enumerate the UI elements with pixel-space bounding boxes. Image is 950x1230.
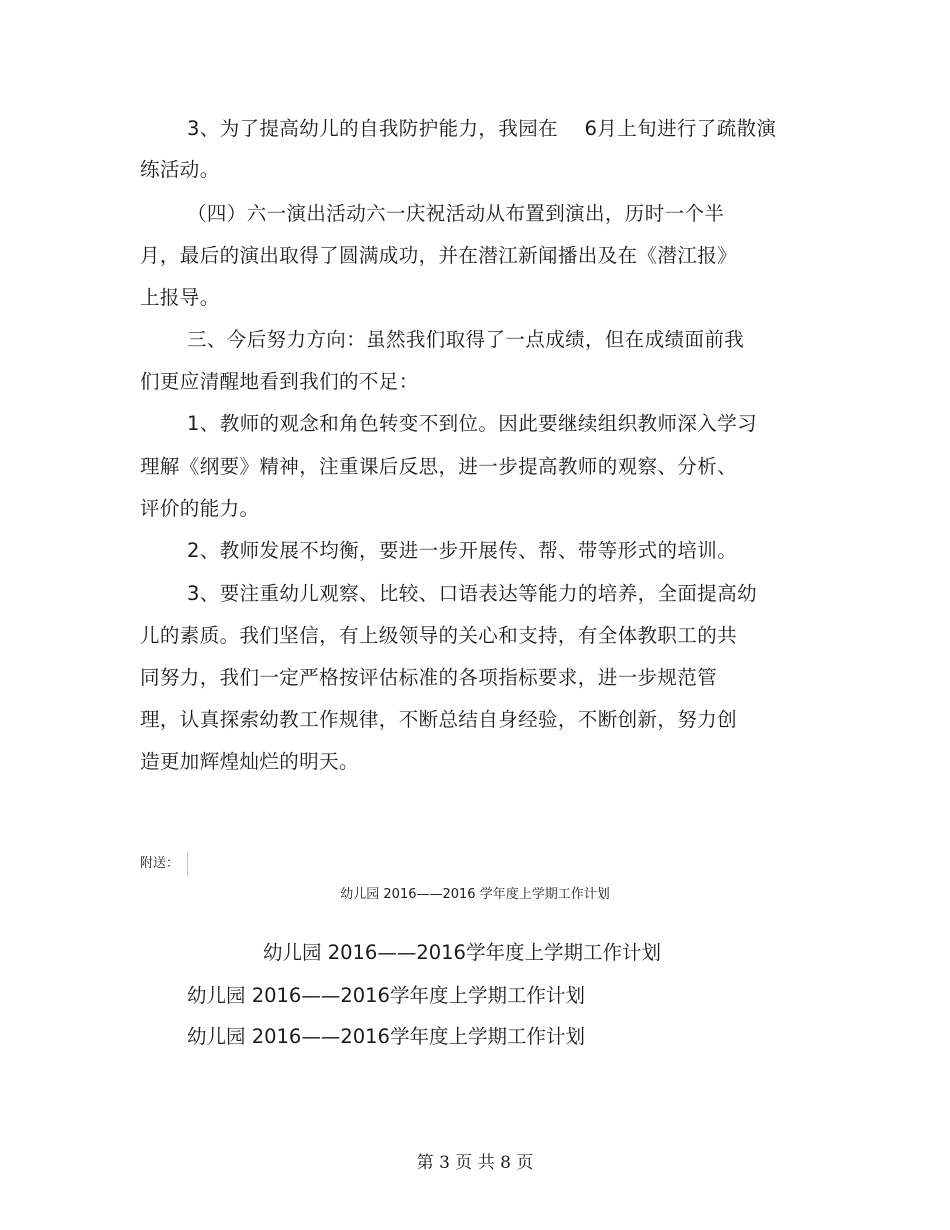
paragraph-line: 同努力，我们一定严格按评估标准的各项指标要求，进一步规范管 [140,666,718,689]
page-number-footer: 第 3 页 共 8 页 [416,1153,534,1173]
paragraph-line: 儿的素质。我们坚信，有上级领导的关心和支持，有全体教职工的共 [140,624,738,647]
attachment-small-title: 幼儿园 2016——2016 学年度上学期工作计划 [340,887,610,902]
paragraph-line: 3、要注重幼儿观察、比较、口语表达等能力的培养，全面提高幼 [187,582,758,605]
attachment-line: 幼儿园 2016——2016学年度上学期工作计划 [187,984,585,1007]
paragraph-line: （四）六一演出活动六一庆祝活动从布置到演出，历时一个半 [187,202,725,225]
paragraph-line: 们更应清醒地看到我们的不足： [140,370,419,393]
paragraph-line: 上报导。 [140,286,220,309]
attachment-label: 附送： [140,856,180,871]
paragraph-line: 评价的能力。 [140,497,260,520]
paragraph-line: 造更加辉煌灿烂的明天。 [140,750,359,773]
paragraph-line: 2、教师发展不均衡，要进一步开展传、帮、带等形式的培训。 [187,539,738,562]
section-heading-line: 三、今后努力方向：虽然我们取得了一点成绩，但在成绩面前我 [187,328,745,351]
attachment-heading: 幼儿园 2016——2016学年度上学期工作计划 [263,941,661,964]
paragraph-line: 练活动。 [140,158,220,181]
paragraph-line: 1、教师的观念和角色转变不到位。因此要继续组织教师深入学习 [187,412,758,435]
attachment-line: 幼儿园 2016——2016学年度上学期工作计划 [187,1025,585,1048]
paragraph-line: 理，认真探索幼教工作规律，不断总结自身经验，不断创新，努力创 [140,708,738,731]
paragraph-line: 3、为了提高幼儿的自我防护能力，我园在 6月上旬进行了疏散演 [187,117,777,140]
paragraph-line: 月，最后的演出取得了圆满成功，并在潜江新闻播出及在《潜江报》 [140,244,738,267]
attachment-divider [187,852,188,876]
paragraph-line: 理解《纲要》精神，注重课后反思，进一步提高教师的观察、分析、 [140,455,738,478]
